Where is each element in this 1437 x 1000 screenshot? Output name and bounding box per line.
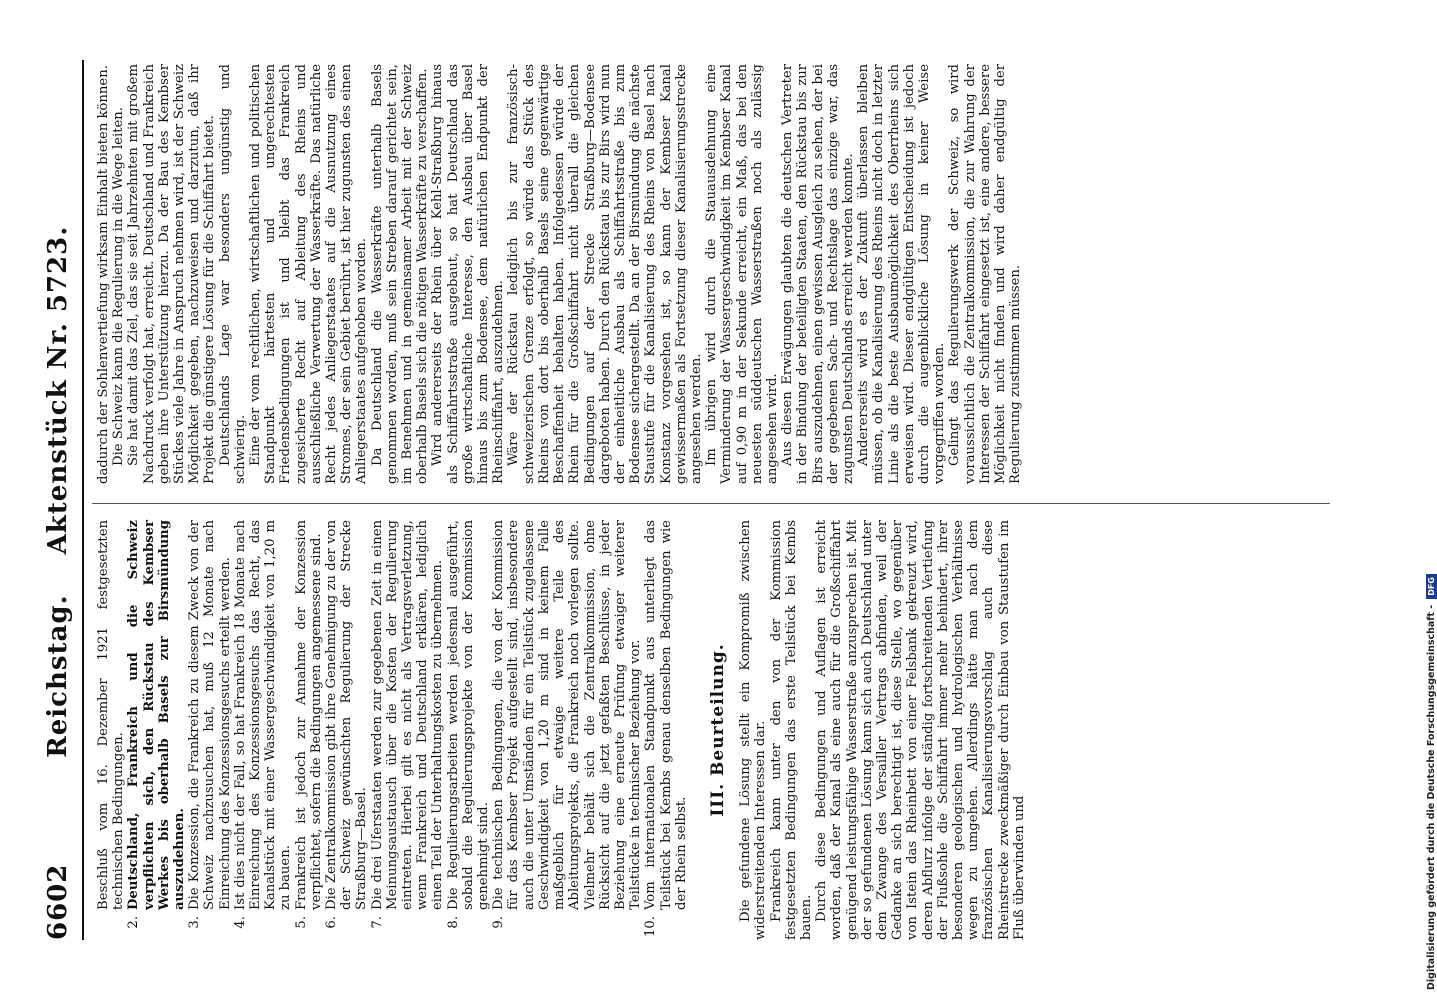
paragraph: Durch diese Bedingungen und Auflagen ist erreicht worden, daß der Kanal als eine auch für die Großschiffahrt genügend leistungsfähige Wasserstraße anzusprechen ist. Mit der so gefundenen Lösung kann sich auch Deutschland unter dem Zwange des Versailler Vertrags abfinden, weil der Gedanke an sich berechtigt ist, diese Stelle, wo gegenüber von Istein das Rheinbett von einer Felsbank gekreuzt wird, deren Abflurz infolge der ständig fortschreitenden Vertiefung der Flußsohle die Schiffahrt immer mehr behindert, ihrer besonderen geologischen und hydrologischen Verhältnisse wegen zu umgehen. Allerdings hätte man nach dem französischen Kanalisierungsvorschlag auch diese Rheinstrecke zweckmäßiger durch Einbau von Staustufen im Fluß überwinden und [814,520,1027,940]
list-item: 8. Die Regulierungsarbeiten werden jedesmal ausgeführt, sobald die Regulierungsprojekte von der Kommission genehmigt sind. [445,520,492,929]
column-divider [92,503,1330,504]
list-item: 3. Die Konzession, die Frankreich zu diesem Zweck von der Schweiz nachzusuchen hat, muß 12 Monate nach Einreichung des Konzessionsgesuchs erteilt werden. [187,520,233,929]
paragraph: Sie hat damit das Ziel, das sie seit Jahrzehnten mit großem Nachdruck verfolgt hat, erreicht. Deutschland und Frankreich geben ihre Unterstützung hierzu. Da der Bau des Kembser Stückes viele Jahre in Anspruch nehmen wird, ist der Schweiz Möglichkeit gegeben, nachzuweisen und darzutun, daß ihr Projekt die günstigere Lösung für die Schiffahrt bietet. [126,64,218,484]
dfg-logo: DFG [1426,574,1437,599]
header-title [43,226,73,758]
digitization-note [1408,10,1437,990]
list-item: 4. Ist dies nicht der Fall, so hat Frankreich 18 Monate nach Einreichung des Konzessionsgesuchs das Recht, das Kanalstück mit einer Wassergeschwindigkeit von 1,20 m zu bauen. [232,520,294,929]
document-number: Aktenstück Nr. 5723. [43,225,73,555]
paragraph: Andererseits wird es der Zukunft überlassen bleiben müssen, ob die Kanalisierung des Rheins nicht doch in letzter Linie als die beste Ausbaumöglichkeit des Oberrheins sich erweisen wird. Dieser endgültigen Entscheidung ist jedoch durch die augenblickliche Lösung in keiner Weise vorgegriffen worden. [856,64,948,484]
paragraph: Frankreich kann unter den von der Kommission festgesetzten Bedingungen das erste Teilstück bei Kembs bauen. [768,520,814,940]
paragraph: Wäre der Rückstau lediglich bis zur französisch-schweizerischen Grenze erfolgt, so würde das Stück des Rheins von dort bis oberhalb Basels seine gegenwärtige Beschaffenheit behalten haben. Infolgedessen würde der Rhein für die Großschiffahrt nicht überall die gleichen Bedingungen auf der Strecke Straßburg—Bodensee dargeboten haben. Durch den Rückstau bis zur Birs wird nun der einheitliche Ausbau als Schiffahrtsstraße bis zum Bodensee sichergestellt. Da an der Birsmündung die nächste Staustufe für die Kanalisierung des Rheins von Basel nach Konstanz vorgesehen ist, so kann der Kembser Kanal gewissermaßen als Fortsetzung dieser Kanalisierungsstrecke angesehen werden. [506,64,704,484]
list-item: 9. Die technischen Bedingungen, die von der Kommission für das Kembser Projekt aufgestellt sind, insbesondere auch die unter Umständen für ein Teilstück zugelassene Geschwindigkeit von 1,20 m sind in keinem Falle maßgeblich für etwaige weitere Teile des Ableitungsprojekts, die Frankreich noch vorlegen sollte. Vielmehr behält sich die Zentralkommission, ohne Rücksicht auf die jetzt gefaßten Beschlüsse, in jeder Beziehung eine erneute Prüfung etwaiger weiterer Teilstücke in technischer Beziehung vor. [491,520,644,929]
page-header [38,60,78,940]
digitization-note-text: Digitalisierung gefördert durch die Deutsche Forschungsgemeinschaft - DFG [1426,10,1437,990]
right-column [96,64,1023,484]
paragraph: Gelingt das Regulierungswerk der Schweiz, so wird voraussichtlich die Zentralkommission, die zur Wahrung der Interessen der Schiffahrt eingesetzt ist, eine andere, bessere Möglichkeit nicht finden und wird daher endgültig der Regulierung zustimmen müssen. [947,64,1024,484]
paragraph: Wird andererseits der Rhein über Kehl-Straßburg hinaus als Schiffahrtsstraße ausgebaut, so hat Deutschland das große wirtschaftliche Interesse, den Ausbau über Basel hinaus bis zum Bodensee, dem natürlichen Endpunkt der Rheinschiffahrt, auszudehnen. [430,64,507,484]
list-item: Beschluß vom 16. Dezember 1921 festgesetzten technischen Bedingungen. [96,520,127,910]
paragraph: Im übrigen wird durch die Stauausdehnung eine Verminderung der Wassergeschwindigkeit im Kembser Kanal auf 0,90 m in der Sekunde erreicht, ein Maß, das bei den neuesten süddeutschen Wasserstraßen noch als zulässig angesehen wird. [704,64,780,484]
paragraph: Deutschlands Lage war besonders ungünstig und schwierig. [217,64,248,484]
list-item: 2. Deutschland, Frankreich und die Schweiz verpflichten sich, den Rückstau des Kembser Werkes bis oberhalb Basels zur Birsmündung auszudehnen. [126,520,188,929]
numbered-list [96,520,689,940]
paragraph: Die gefundene Lösung stellt ein Kompromiß zwischen widerstreitenden Interessen dar. [738,520,769,940]
section-heading: III. Beurteilung. [707,643,728,817]
list-item: 7. Die drei Uferstaaten werden zur gegebenen Zeit in einen Meinungsaustausch über die Kosten der Regulierung eintreten. Hierbei gilt es nicht als Vertragsverletzung, wenn Frankreich und Deutschland erklären, lediglich einen Teil der Unterhaltungskosten zu übernehmen. [369,520,446,929]
list-item: 6. Die Zentralkommission gibt ihre Genehmigung zu der von der Schweiz gewünschten Regulierung der Strecke Straßburg—Basel. [324,520,370,929]
list-item: 10. Vom internationalen Standpunkt aus unterliegt das Teilstück bei Kembs genau denselben Bedingungen wie der Rhein selbst. [643,520,689,937]
left-column [96,520,1027,940]
page-number: 6602 [43,863,73,940]
paragraph: Die Schweiz kann die Regulierung in die Wege leiten. [111,107,127,466]
paragraph: Aus diesen Erwägungen glaubten die deutschen Vertreter in der Bindung der beteiligten Staaten, den Rückstau bis zur Birs auszudehnen, einen gewissen Ausgleich zu sehen, der bei der gegebenen Sach- und Rechtslage das einzige war, das zugunsten Deutschlands erreicht werden konnte. [780,64,856,484]
list-item: 5. Frankreich ist jedoch zur Annahme der Konzession verpflichtet, sofern die Bedingungen angemessene sind. [293,520,324,929]
publication-name: Reichstag. [43,594,73,758]
header-rule [82,60,84,940]
paragraph: dadurch der Sohlenvertiefung wirksam Einhalt bieten können. [96,65,111,484]
paragraph: Eine der vom rechtlichen, wirtschaftlichen und politischen Standpunkt härtesten und ungerechtesten Friedensbedingungen ist und bleibt das Frankreich zugesicherte Recht auf Ableitung des Rheins und ausschließliche Verwertung der Wasserkräfte. Das natürliche Recht jedes Anliegerstaates auf die Ausnutzung eines Stromes, der sein Gebiet berührt, ist hier zugunsten des einen Anliegerstaates aufgehoben worden. [248,64,370,484]
paragraph: Da Deutschland die Wasserkräfte unterhalb Basels genommen worden, muß sein Streben darauf gerichtet sein, im Benehmen und in gemeinsamer Arbeit mit der Schweiz oberhalb Basels sich die nötigen Wasserkräfte zu verschaffen. [369,64,431,484]
